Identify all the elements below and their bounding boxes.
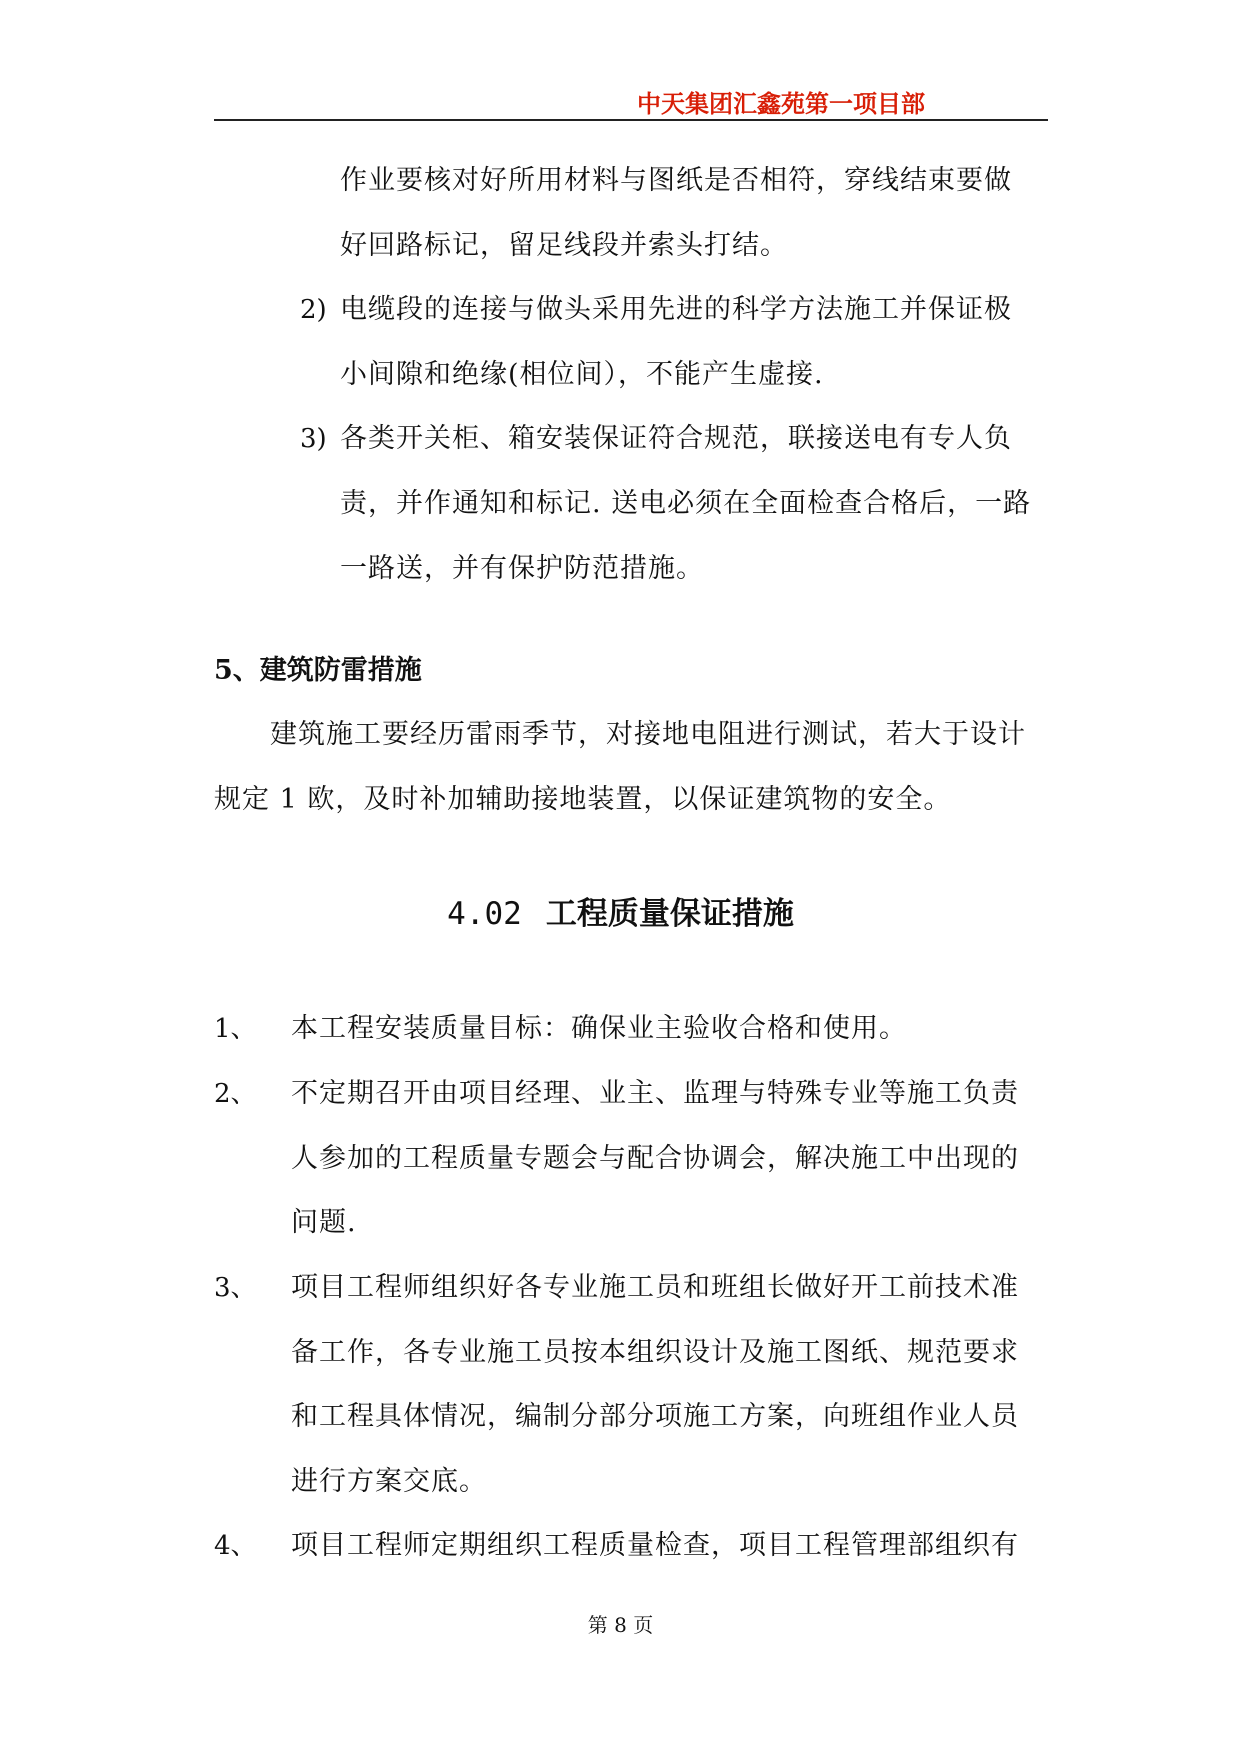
- lightning-paragraph-line-2: 规定 1 欧，及时补加辅助接地装置，以保证建筑物的安全。: [214, 784, 952, 815]
- quality-item-line: 人参加的工程质量专题会与配合协调会，解决施工中出现的: [291, 1143, 1019, 1174]
- lightning-paragraph-line-1: 建筑施工要经历雷雨季节，对接地电阻进行测试，若大于设计: [270, 719, 1026, 750]
- sub-item-line: 各类开关柜、箱安装保证符合规范，联接送电有专人负: [340, 423, 1012, 454]
- quality-item-number: 3、: [214, 1273, 257, 1303]
- sub-item-line: 一路送，并有保护防范措施。: [340, 553, 704, 584]
- page-number: 第 8 页: [587, 1613, 654, 1637]
- sub-item-line: 电缆段的连接与做头采用先进的科学方法施工并保证极: [340, 294, 1012, 325]
- header-title: 中天集团汇鑫苑第一项目部: [637, 89, 925, 118]
- quality-item-line: 不定期召开由项目经理、业主、监理与特殊专业等施工负责: [291, 1078, 1019, 1109]
- quality-item-line: 进行方案交底。: [291, 1466, 487, 1497]
- sub-item-number: 3): [300, 424, 327, 454]
- quality-item-line: 项目工程师定期组织工程质量检查，项目工程管理部组织有: [291, 1530, 1019, 1561]
- section-title: [0, 894, 1241, 934]
- sub-item-line: 小间隙和绝缘(相位间），不能产生虚接.: [340, 359, 824, 390]
- quality-item-line: 本工程安装质量目标：确保业主验收合格和使用。: [291, 1013, 907, 1044]
- header-divider: [214, 119, 1048, 121]
- quality-item-line: 项目工程师组织好各专业施工员和班组长做好开工前技术准: [291, 1272, 1019, 1303]
- sub-item-line: 责，并作通知和标记. 送电必须在全面检查合格后，一路: [340, 488, 1032, 519]
- quality-item-number: 4、: [214, 1531, 257, 1561]
- continued-item-line-1: 作业要核对好所用材料与图纸是否相符，穿线结束要做: [340, 165, 1012, 196]
- quality-item-number: 2、: [214, 1079, 257, 1109]
- sub-item-number: 2): [300, 295, 327, 325]
- lightning-heading: 5、建筑防雷措施: [214, 655, 422, 686]
- continued-item-line-2: 好回路标记，留足线段并索头打结。: [340, 230, 788, 261]
- section-number: 4.02: [447, 896, 522, 932]
- quality-item-number: 1、: [214, 1014, 257, 1044]
- quality-item-line: 备工作，各专业施工员按本组织设计及施工图纸、规范要求: [291, 1337, 1019, 1368]
- section-title-text: 工程质量保证措施: [545, 896, 794, 932]
- quality-item-line: 问题.: [291, 1207, 357, 1238]
- quality-item-line: 和工程具体情况，编制分部分项施工方案，向班组作业人员: [291, 1401, 1019, 1432]
